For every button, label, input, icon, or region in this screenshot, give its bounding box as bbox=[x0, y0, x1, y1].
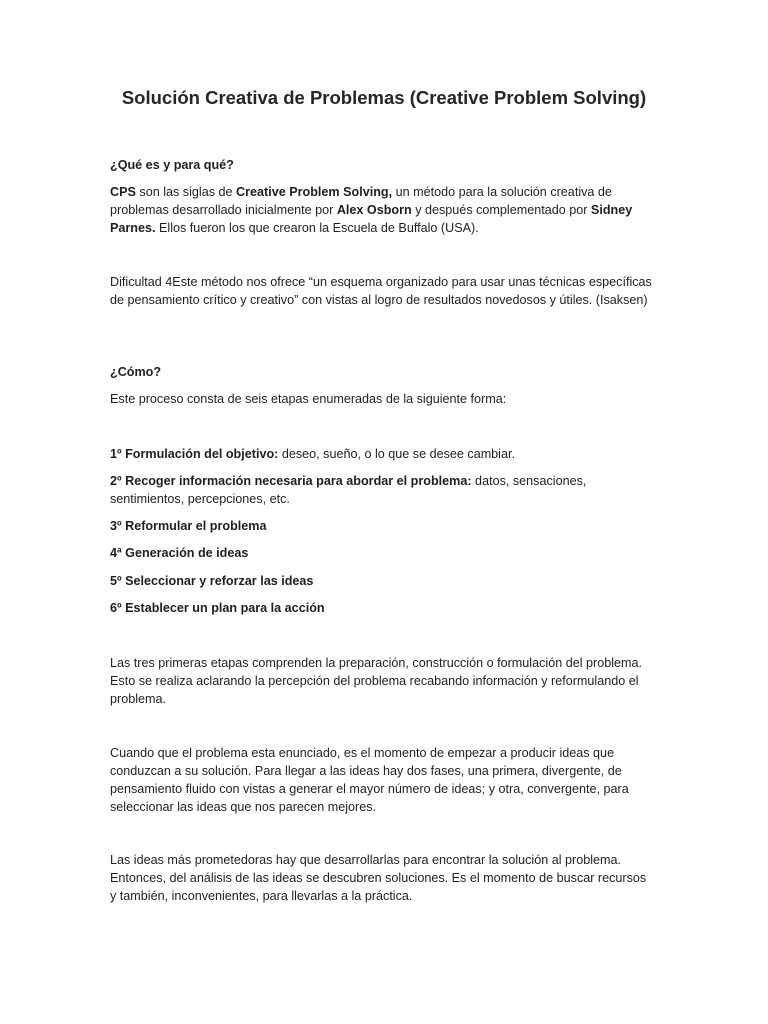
heading-what: ¿Qué es y para qué? bbox=[110, 158, 234, 172]
paragraph-cps-definition: CPS son las siglas de Creative Problem Solving, un método para la solución creativa de problemas desarrollado inicialmente por Alex Osborn y después complementado por Sidney Parnes. Ellos fueron los que crearon la Escuela de Buffalo (USA). bbox=[110, 185, 633, 235]
paragraph-stages-intro: Este proceso consta de seis etapas enumeradas de la siguiente forma: bbox=[110, 392, 507, 406]
step-5: 5º Seleccionar y reforzar las ideas bbox=[110, 574, 314, 588]
paragraph-solutions: Las ideas más prometedoras hay que desarrollarlas para encontrar la solución al problema. Entonces, del análisis de las ideas se descubren soluciones. Es el momento de buscar recursos y también, inconvenientes, para llevarlas a la práctica. bbox=[110, 853, 647, 903]
step-2: 2º Recoger información necesaria para abordar el problema: datos, sensaciones, sentimientos, percepciones, etc. bbox=[110, 474, 587, 506]
paragraph-method-description: Dificultad 4Este método nos ofrece “un esquema organizado para usar unas técnicas específicas de pensamiento crítico y creativo” con vistas al logro de resultados novedosos y útiles. (Isaksen) bbox=[110, 275, 652, 307]
step-4: 4ª Generación de ideas bbox=[110, 546, 249, 560]
heading-how: ¿Cómo? bbox=[110, 365, 162, 379]
paragraph-first-stages: Las tres primeras etapas comprenden la preparación, construcción o formulación del problema. Esto se realiza aclarando la percepción del problema recabando información y reformulando el problema. bbox=[110, 656, 643, 706]
step-3: 3º Reformular el problema bbox=[110, 519, 267, 533]
document-title: Solución Creativa de Problemas (Creative Problem Solving) bbox=[121, 87, 647, 108]
paragraph-idea-production: Cuando que el problema esta enunciado, es el momento de empezar a producir ideas que conduzcan a su solución. Para llegar a las ideas hay dos fases, una primera, divergente, de pensamiento fluido con vistas a generar el mayor número de ideas; y otra, convergente, para seleccionar las ideas que nos parecen mejores. bbox=[110, 746, 629, 814]
step-6: 6º Establecer un plan para la acción bbox=[110, 601, 325, 615]
step-1: 1º Formulación del objetivo: deseo, sueño, o lo que se desee cambiar. bbox=[110, 447, 515, 461]
